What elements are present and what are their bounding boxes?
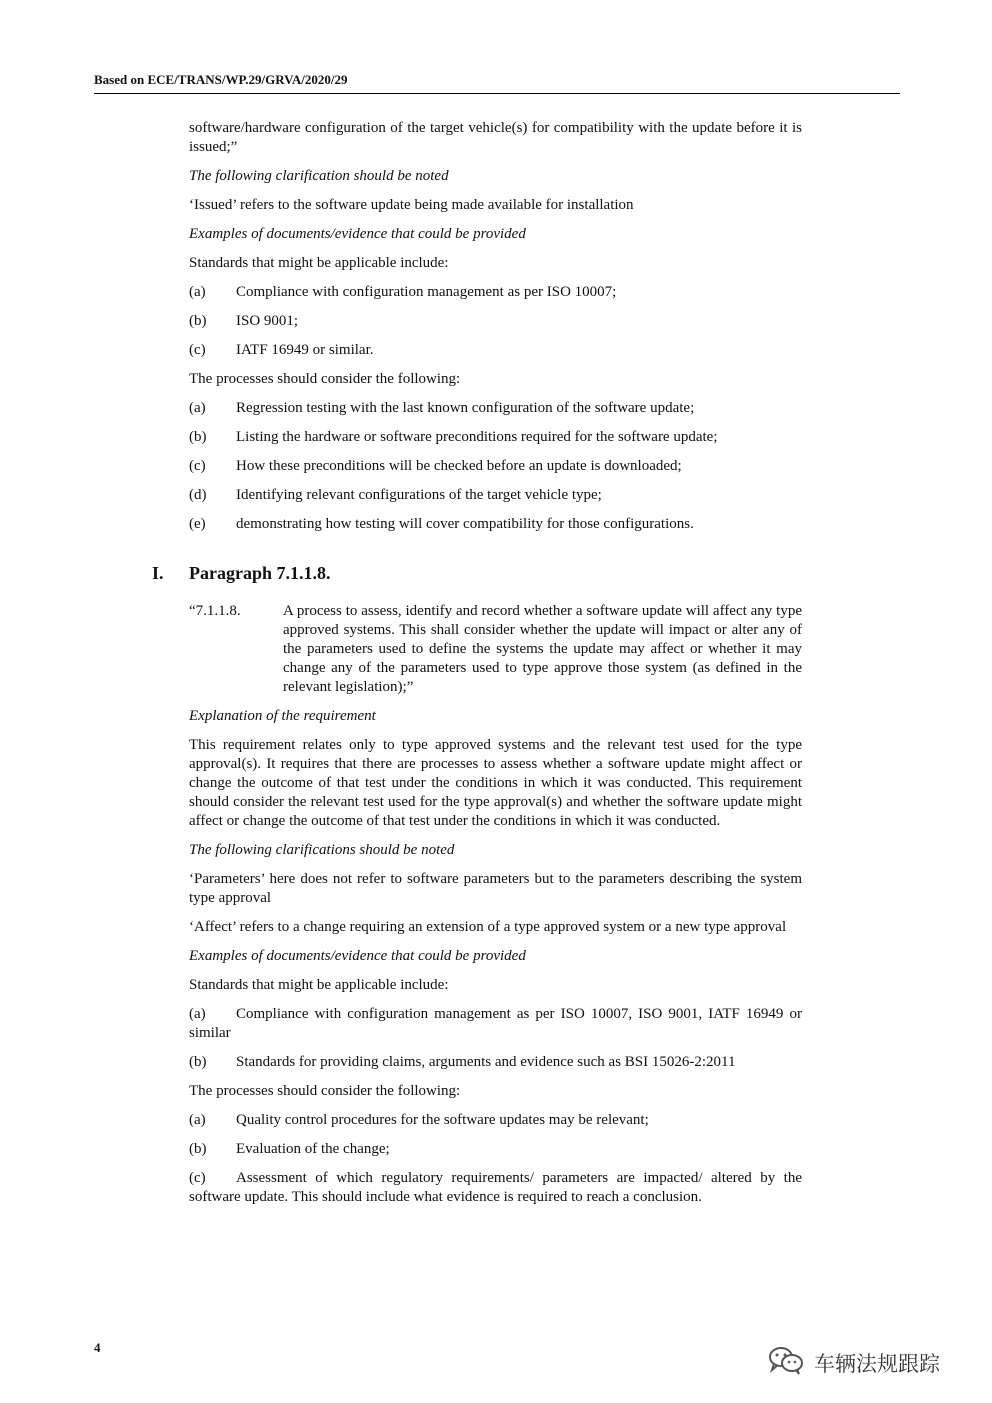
continued-text: software/hardware configuration of the target vehicle(s) for compatibility with the update before it is issued;” bbox=[189, 120, 802, 155]
list-item bbox=[189, 428, 802, 447]
list-item bbox=[189, 1169, 802, 1207]
document-header: Based on ECE/TRANS/WP.29/GRVA/2020/29 bbox=[94, 72, 900, 94]
page-number: 4 bbox=[94, 1340, 101, 1355]
processes-intro: The processes should consider the following: bbox=[189, 1083, 461, 1099]
list-label: (b) bbox=[189, 1054, 207, 1070]
section-heading bbox=[152, 562, 802, 584]
list-label: (b) bbox=[189, 429, 207, 445]
list-text: How these preconditions will be checked before an update is downloaded; bbox=[236, 458, 682, 474]
parameters-definition: ‘Parameters’ here does not refer to software parameters but to the parameters describing the system type approval bbox=[189, 871, 802, 906]
list-text: Regression testing with the last known configuration of the software update; bbox=[236, 400, 695, 416]
list-label: (c) bbox=[189, 342, 206, 358]
list-label: (a) bbox=[189, 1006, 206, 1022]
clarifications-heading: The following clarifications should be noted bbox=[189, 842, 455, 858]
list-text: Listing the hardware or software preconditions required for the software update; bbox=[236, 429, 718, 445]
standards-intro: Standards that might be applicable include: bbox=[189, 255, 449, 271]
wechat-icon bbox=[766, 1344, 806, 1381]
list-text: Identifying relevant configurations of the target vehicle type; bbox=[236, 487, 602, 503]
list-item bbox=[189, 399, 802, 418]
list-label: (a) bbox=[189, 1112, 206, 1128]
list-item bbox=[189, 457, 802, 476]
issued-definition: ‘Issued’ refers to the software update being made available for installation bbox=[189, 197, 634, 213]
quoted-paragraph-number: “7.1.1.8. bbox=[189, 603, 241, 619]
list-item bbox=[189, 312, 802, 331]
list-text: IATF 16949 or similar. bbox=[236, 342, 374, 358]
list-label: (a) bbox=[189, 400, 206, 416]
list-text: Compliance with configuration management as per ISO 10007, ISO 9001, IATF 16949 or similar bbox=[189, 1006, 802, 1041]
examples-heading: Examples of documents/evidence that could be provided bbox=[189, 226, 526, 242]
list-item bbox=[189, 1140, 802, 1159]
list-label: (a) bbox=[189, 284, 206, 300]
list-text: Assessment of which regulatory requirements/ parameters are impacted/ altered by the software update. This should include what evidence is required to reach a conclusion. bbox=[189, 1170, 802, 1205]
processes-intro: The processes should consider the following: bbox=[189, 371, 461, 387]
quoted-paragraph-text: A process to assess, identify and record whether a software update will affect any type approved systems. This shall consider whether the update will impact or alter any of the parameters used to define the systems the update may affect or whether it may change any of the parameters used to type approve those system (as defined in the relevant legislation);” bbox=[283, 603, 802, 695]
affect-definition: ‘Affect’ refers to a change requiring an extension of a type approved system or a new type approval bbox=[189, 919, 787, 935]
page-content bbox=[152, 119, 802, 1217]
list-label: (b) bbox=[189, 313, 207, 329]
list-item bbox=[189, 341, 802, 360]
list-text: ISO 9001; bbox=[236, 313, 299, 329]
list-label: (d) bbox=[189, 487, 207, 503]
list-item bbox=[189, 486, 802, 505]
list-item bbox=[189, 515, 802, 534]
list-text: Quality control procedures for the software updates may be relevant; bbox=[236, 1112, 649, 1128]
list-text: Evaluation of the change; bbox=[236, 1141, 390, 1157]
clarification-heading: The following clarification should be noted bbox=[189, 168, 449, 184]
list-label: (b) bbox=[189, 1141, 207, 1157]
list-item bbox=[189, 283, 802, 302]
list-text: demonstrating how testing will cover compatibility for those configurations. bbox=[236, 516, 694, 532]
list-label: (c) bbox=[189, 458, 206, 474]
watermark bbox=[766, 1344, 940, 1381]
section-title: Paragraph 7.1.1.8. bbox=[189, 563, 331, 583]
list-text: Standards for providing claims, arguments and evidence such as BSI 15026-2:2011 bbox=[236, 1054, 736, 1070]
explanation-text: This requirement relates only to type approved systems and the relevant test used for the type approval(s). It requires that there are processes to assess whether a software update might affect or change the outcome of that test under the conditions in which it was conducted. This requirement should consider the relevant test used for the type approval(s) and whether the software update might affect or change the outcome of that test under the conditions in which it was conducted. bbox=[189, 737, 802, 829]
list-item bbox=[189, 1053, 802, 1072]
section-number: I. bbox=[152, 563, 164, 583]
list-label: (e) bbox=[189, 516, 206, 532]
explanation-heading: Explanation of the requirement bbox=[189, 708, 376, 724]
quoted-paragraph bbox=[189, 602, 802, 697]
list-item bbox=[189, 1005, 802, 1043]
list-item bbox=[189, 1111, 802, 1130]
watermark-text: 车辆法规跟踪 bbox=[814, 1351, 940, 1376]
list-label: (c) bbox=[189, 1170, 206, 1186]
standards-intro: Standards that might be applicable include: bbox=[189, 977, 449, 993]
examples-heading: Examples of documents/evidence that could be provided bbox=[189, 948, 526, 964]
list-text: Compliance with configuration management as per ISO 10007; bbox=[236, 284, 617, 300]
